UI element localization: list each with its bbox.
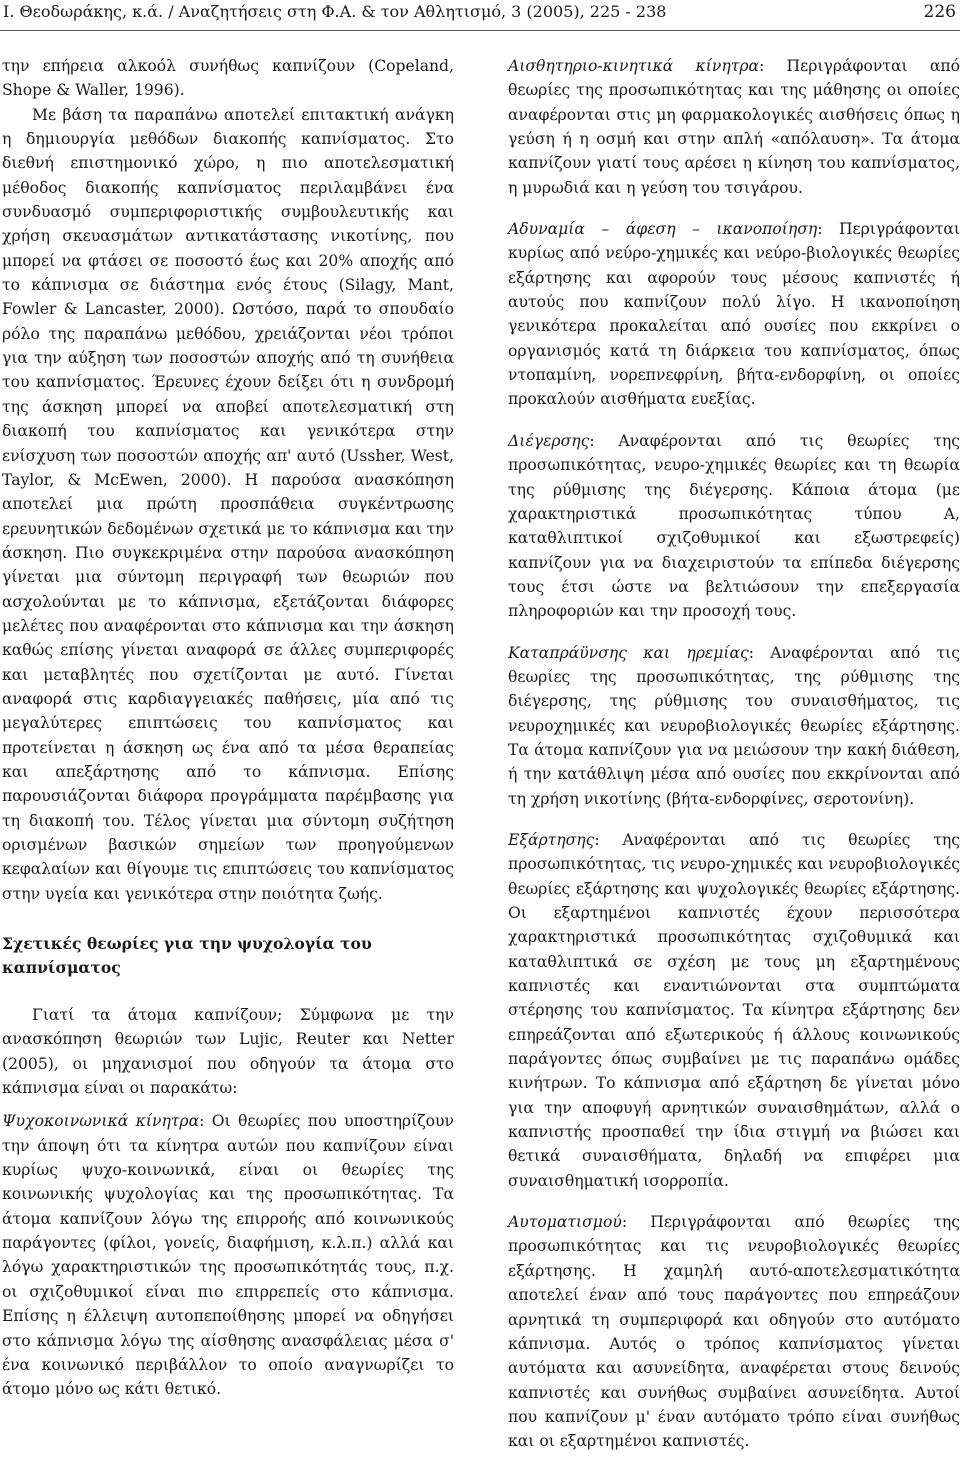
- term-sensorimotor: Αισθητηριο-κινητικά κίνητρα: [508, 57, 760, 75]
- paragraph-psychosocial: [2, 1109, 454, 1401]
- section-heading: Σχετικές θεωρίες για την ψυχολογία του καπνίσματος: [2, 934, 372, 978]
- text-psychosocial: : Οι θεωρίες που υποστηρίζουν την άποψη ότι τα κίνητρα αυτών που καπνίζουν είναι κυρίως ψυχο-κοινωνικά, είναι οι θεωρίες της κοινωνικής ψυχολογίας και της προσωπικότητας. Τα άτομα καπνίζουν λόγω της επιρροής από κοινωνικούς παράγοντες (φίλοι, γονείς, διαφήμιση, κ.λ.π.) αλλά και λόγω χαρακτηριστικών της προσωπικότητάς τους, π.χ. οι σχιζοθυμικοί είναι πιο επιρρεπείς στο κάπνισμα. Επίσης η έλλειψη αυτοπεποίθησης μπορεί να οδηγήσει στο κάπνισμα λόγω της αίσθησης ανασφάλειας μέσα σ' ένα κοινωνικό περιβάλλον το οποίο αναγνωρίζει το άτομο μόνο ως κάτι θετικό.: [2, 1112, 454, 1399]
- text-arousal: : Αναφέρονται από τις θεωρίες της προσωπικότητας, νευρο-χημικές θεωρίες και τη θεωρία της ρύθμισης της διέγερσης. Κάποια άτομα (με χαρακτηριστικά προσωπικότητας τύπου Α, καταθλιπτικοί σχιζοθυμικοί και εξωστρεφείς) καπνίζουν για να διαχειριστούν τα επίπεδα διέγερσης τους έτσι ώστε να βελτιώσουν την επεξεργασία πληροφοριών και την προσοχή τους.: [508, 431, 960, 621]
- paragraph-sensorimotor: [508, 54, 960, 200]
- text-sensorimotor: : Περιγράφονται από θεωρίες της προσωπικότητας και της μάθησης οι οποίες αναφέρονται στις μη φαρμακολογικές αισθήσεις όπως η γεύση ή η οσμή και στην απλή «απόλαυση». Τα άτομα καπνίζουν γιατί τους αρέσει η κίνηση του καπνίσματος, η μυρωδιά και η γεύση του τσιγάρου.: [508, 57, 960, 197]
- text-automatism: : Περιγράφονται από θεωρίες της προσωπικότητας και τις νευροβιολογικές θεωρίες εξάρτησης. Η χαμηλή αυτό-αποτελεσματικότητα αποτελεί έναν από τους παράγοντες που επηρεάζουν αρνητικά τη συμπεριφορά και οδηγούν στο αυτόματο κάπνισμα. Αυτός ο τρόπος καπνίσματος γίνεται αυτόματα και ασυνείδητα, αναφέρεται στους δεινούς καπνιστές και συνήθως συμβαίνει ασυνείδητα. Αυτοί που καπνίζουν μ' έναν αυτόματο τρόπο είναι συνήθως και οι εξαρτημένοι καπνιστές.: [508, 1213, 960, 1451]
- text-calming: : Αναφέρονται από τις θεωρίες της προσωπικότητας, της ρύθμισης της διέγερσης, της ρύθμισης του συναισθήματος, τις νευροχημικές και νευροβιολογικές θεωρίες εξάρτησης. Τα άτομα καπνίζουν για να μειώσουν την κακή διάθεση, ή την κατάθλιψη μέσα από ουσίες που εκκρίνονται από τη χρήση νικοτίνης (βήτα-ενδορφίνες, σεροτονίνη).: [508, 643, 960, 808]
- paragraph-automatism: [508, 1210, 960, 1453]
- right-column: [508, 54, 960, 1454]
- paragraph-continuation: την επήρεια αλκοόλ συνήθως καπνίζουν (Copeland, Shope & Waller, 1996).: [2, 57, 454, 100]
- term-dependence: Εξάρτησης: [508, 830, 595, 849]
- term-automatism: Αυτοματισμού: [508, 1213, 622, 1232]
- paragraph-theories-intro: Γιατί τα άτομα καπνίζουν; Σύμφωνα με την ανασκόπηση θεωριών των Lujic, Reuter και Netter (2005), οι μηχανισμοί που οδηγούν τα άτομα στο κάπνισμα είναι οι παρακάτω:: [2, 1006, 454, 1098]
- paragraph-dependence: [508, 828, 960, 1193]
- page-number: 226: [923, 2, 956, 22]
- paragraph-arousal: [508, 429, 960, 624]
- term-arousal: Διέγερσης: [508, 431, 590, 450]
- term-weakness: Αδυναμία – άφεση – ικανοποίηση: [508, 220, 818, 239]
- header-rule: [0, 30, 960, 31]
- term-calming: Καταπράϋνσης και ηρεμίας: [508, 643, 749, 662]
- text-weakness: : Περιγράφονται κυρίως από νεύρο-χημικές και νεύρο-βιολογικές θεωρίες εξάρτησης και αφορούν τους μέσους καπνιστές ή αυτούς που καπνίζουν πολύ λίγο. Η ικανοποίηση γενικότερα προκαλείται από ουσίες που εκκρίνει ο οργανισμός κατά τη διάρκεια του καπνίσματος, όπως ντοπαμίνη, νορεπνεφρίνη, βήτα-ενδορφίνη, οι οποίες προκαλούν αισθήματα ευεξίας.: [508, 220, 960, 409]
- term-psychosocial: Ψυχοκοινωνικά κίνητρα: [2, 1112, 200, 1131]
- running-header: [0, 0, 960, 32]
- paragraph-calming: [508, 641, 960, 811]
- journal-citation: Ι. Θεοδωράκης, κ.ά. / Αναζητήσεις στη Φ.Α. & τον Αθλητισμό, 3 (2005), 225 - 238: [3, 2, 667, 21]
- left-column: [2, 54, 454, 1402]
- paragraph-weakness: [508, 217, 960, 412]
- text-dependence: : Αναφέρονται από τις θεωρίες της προσωπικότητας, τις νευρο-χημικές και νευροβιολογικές θεωρίες εξάρτησης και ψυχολογικές θεωρίες εξάρτησης. Οι εξαρτημένοι καπνιστές έχουν περισσότερα χαρακτηριστικά προσωπικότητας σχιζοθυμικά και καταθλιπτικά σε σχέση με τους μη εξαρτημένους καπνιστές και εναντιώνονται στα συμπτώματα στέρησης του καπνίσματος. Τα κίνητρα εξάρτησης δεν επηρεάζονται από εξωτερικούς ή άλλους κοινωνικούς παράγοντες όπως συμβαίνει με τις παραπάνω ομάδες κινήτρων. Το κάπνισμα από εξάρτηση δε γίνεται μόνο για την αποφυγή αρνητικών συναισθημάτων, αλλά ο καπνιστής προσπαθεί την ίδια στιγμή να βιώσει και θετικά συναισθήματα, δηλαδή να επιφέρει μια συναισθηματική ισορροπία.: [508, 830, 960, 1190]
- paragraph-introduction: Με βάση τα παραπάνω αποτελεί επιτακτική ανάγκη η δημιουργία μεθόδων διακοπής καπνίσματος. Στο διεθνή επιστημονικό χώρο, η πιο αποτελεσματική μέθοδος διακοπής καπνίσματος περιλαμβάνει ένα συνδυασμό συμπεριφοριστικής συμβουλευτικής και χρήση σκευασμάτων αντικατάστασης νικοτίνης, που μπορεί να φτάσει σε ποσοστό έως και 20% αποχής από το κάπνισμα σε διάστημα ενός έτους (Silagy, Mant, Fowler & Lancaster, 2000). Ωστόσο, παρά το σπουδαίο ρόλο της παραπάνω μεθόδου, χρειάζονται νέοι τρόποι για την αύξηση των ποσοστών αποχής από τη συνήθεια του καπνίσματος. Έρευνες έχουν δείξει ότι η συνδρομή της άσκηση μπορεί να αποβεί αποτελεσματική στη διακοπή του καπνίσματος και γενικότερα στην ενίσχυση των ποσοστών αποχής απ' αυτό (Ussher, West, Taylor, & McEwen, 2000). Η παρούσα ανασκόπηση αποτελεί μια πρώτη προσπάθεια συγκέντρωσης ερευνητικών δεδομένων σχετικά με το κάπνισμα και την άσκηση. Πιο συγκεκριμένα στην παρούσα ανασκόπηση γίνεται μια σύντομη περιγραφή των θεωριών που ασχολούνται με το κάπνισμα, εξετάζονται διάφορες μελέτες που αναφέρονται στο κάπνισμα και την άσκηση καθώς επίσης γίνεται αναφορά σε άλλες συμπεριφορές και μεταβλητές που σχετίζονται με αυτό. Γίνεται αναφορά στις καρδιαγγειακές παθήσεις, μία από τις μεγαλύτερες επιπτώσεις του καπνίσματος και προτείνεται η άσκηση ως ένα από τα μέσα θεραπείας και απεξάρτησης από το κάπνισμα. Επίσης παρουσιάζονται διάφορα προγράμματα παρέμβασης για τη διακοπή του. Τέλος γίνεται μια σύντομη συζήτηση ορισμένων βασικών σημείων των προηγούμενων κεφαλαίων και θίγουμε τις επιπτώσεις του καπνίσματος στην υγεία και γενικότερα στην ποιότητα ζωής.: [2, 105, 454, 903]
